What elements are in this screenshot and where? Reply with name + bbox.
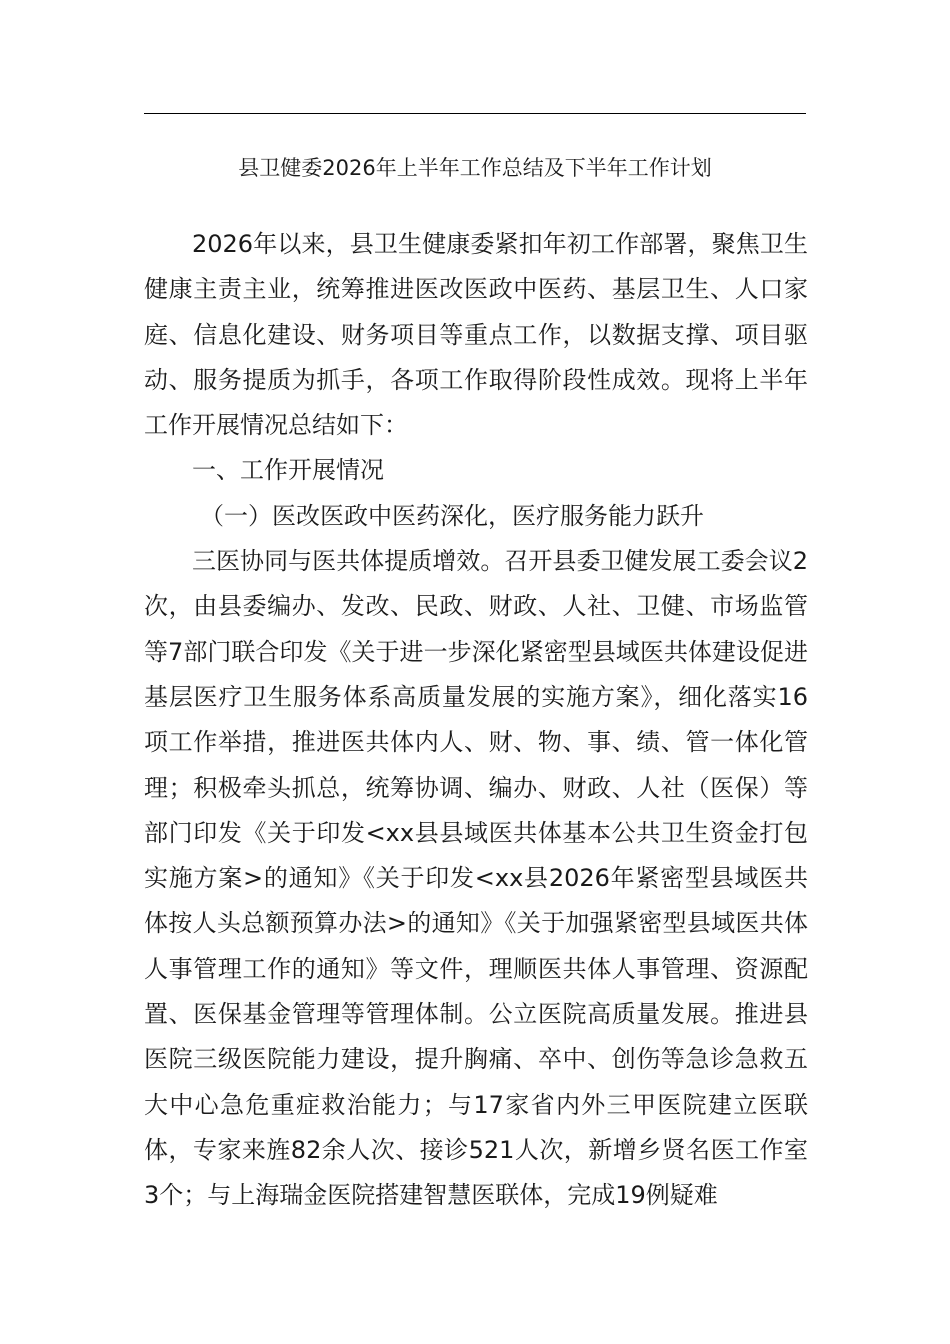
subsection-heading: （一）医改医政中医药深化，医疗服务能力跃升 [200, 501, 704, 530]
document-title: 县卫健委2026年上半年工作总结及下半年工作计划 [238, 156, 712, 180]
intro-paragraph: 2026年以来，县卫生健康委紧扣年初工作部署，聚焦卫生健康主责主业，统筹推进医改医政中医药、基层卫生、人口家庭、信息化建设、财务项目等重点工作，以数据支撑、项目驱动、服务提质为抓手，各项工作取得阶段性成效。现将上半年工作开展情况总结如下： [144, 230, 808, 440]
header-rule [144, 113, 806, 114]
document-body [144, 222, 808, 1219]
section-heading: 一、工作开展情况 [192, 456, 384, 485]
body-paragraph: 三医协同与医共体提质增效。召开县委卫健发展工委会议2次，由县委编办、发改、民政、财政、人社、卫健、市场监管等7部门联合印发《关于进一步深化紧密型县域医共体建设促进基层医疗卫生服务体系高质量发展的实施方案》，细化落实16项工作举措，推进医共体内人、财、物、事、绩、管一体化管理；积极牵头抓总，统筹协调、编办、财政、人社（医保）等部门印发《关于印发<xx县县域医共体基本公共卫生资金打包实施方案>的通知》《关于印发<xx县2026年紧密型县域医共体按人头总额预算办法>的通知》《关于加强紧密型县域医共体人事管理工作的通知》等文件，理顺医共体人事管理、资源配置、医保基金管理等管理体制。公立医院高质量发展。推进县医院三级医院能力建设，提升胸痛、卒中、创伤等急诊急救五大中心急危重症救治能力；与17家省内外三甲医院建立医联体，专家来旌82余人次、接诊521人次，新增乡贤名医工作室3个；与上海瑞金医院搭建智慧医联体，完成19例疑难 [144, 547, 808, 1210]
